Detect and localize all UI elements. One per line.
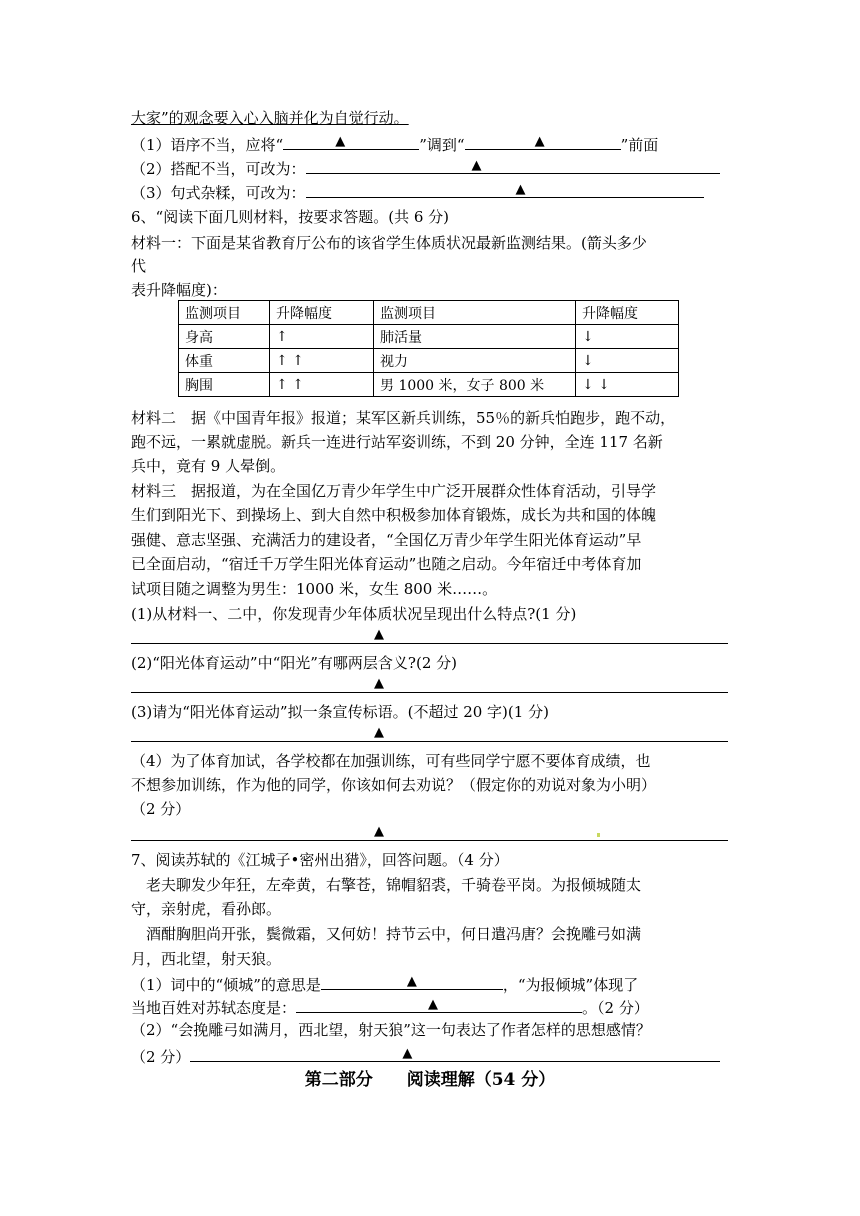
q5-sub1: （1）语序不当，应将“ ▲ ”调到“ ▲ ”前面 bbox=[131, 134, 659, 154]
q7-poem-line3: 酒酣胸胆尚开张，鬓微霜，又何妨！持节云中，何日遣冯唐？会挽雕弓如满 bbox=[131, 925, 642, 943]
q6-title: 6、“阅读下面几则材料，按要求答题。(共 6 分) bbox=[131, 208, 449, 226]
q7-sub1-line2: 当地百姓对苏轼态度是： ▲ 。（2 分） bbox=[131, 997, 649, 1017]
q5-sub3: （3）句式杂糅，可改为： ▲ bbox=[131, 181, 704, 203]
q6-material3-line5: 试项目随之调整为男生：1000 米，女生 800 米……。 bbox=[131, 580, 498, 598]
table-row bbox=[179, 349, 679, 373]
q7-title: 7、阅读苏轼的《江城子•密州出猎》，回答问题。（4 分） bbox=[131, 851, 509, 869]
q6-material3-line2: 生们到阳光下、到操场上、到大自然中积极参加体育锻炼，成长为共和国的体魄 bbox=[131, 506, 657, 524]
q6-question3: (3)请为“阳光体育运动”拟一条宣传标语。(不超过 20 字)(1 分) bbox=[131, 703, 549, 721]
table-row bbox=[179, 373, 679, 397]
table-header-cell: 监测项目 bbox=[179, 301, 270, 325]
q5-sub1-blank-2[interactable] bbox=[465, 133, 621, 150]
q7-sub2-line1: （2）“会挽雕弓如满月，西北望，射天狼”这一句表达了作者怎样的思想感情？ bbox=[131, 1021, 651, 1039]
table-row bbox=[179, 325, 679, 349]
answer-marker-icon: ▲ bbox=[335, 134, 346, 149]
q6-answer-line-3[interactable] bbox=[131, 741, 728, 742]
table-cell: 胸围 bbox=[179, 373, 270, 397]
q6-material1-line2: 代 bbox=[131, 257, 147, 275]
table-cell: 男 1000 米，女子 800 米 bbox=[374, 373, 576, 397]
q6-material2-line3: 兵中，竟有 9 人晕倒。 bbox=[131, 457, 286, 475]
q6-question4-line3: （2 分） bbox=[131, 800, 191, 818]
q6-answer-line-4[interactable] bbox=[131, 840, 728, 841]
q5-sub2-blank[interactable] bbox=[306, 157, 720, 174]
stray-dot bbox=[597, 833, 600, 837]
table-cell: ↑ bbox=[270, 325, 374, 349]
table-header-cell: 监测项目 bbox=[374, 301, 576, 325]
q6-material1-line1: 材料一：下面是某省教育厅公布的该省学生体质状况最新监测结果。(箭头多少 bbox=[131, 234, 647, 252]
q7-sub2-blank[interactable] bbox=[190, 1045, 720, 1062]
q6-material3-line1: 材料三 据报道，为在全国亿万青少年学生中广泛开展群众性体育活动，引导学 bbox=[131, 482, 657, 500]
q6-material3-line3: 强健、意志坚强、充满活力的建设者，“全国亿万青少年学生阳光体育运动”早 bbox=[131, 531, 642, 549]
table-header-cell: 升降幅度 bbox=[576, 301, 679, 325]
q7-poem-line4: 月，西北望，射天狼。 bbox=[131, 950, 282, 968]
answer-marker-icon: ▲ bbox=[534, 134, 545, 149]
table-cell: 体重 bbox=[179, 349, 270, 373]
q6-question2: (2)“阳光体育运动”中“阳光”有哪两层含义?(2 分) bbox=[131, 654, 457, 672]
table-cell: ↓ bbox=[576, 349, 679, 373]
answer-marker-icon: ▲ bbox=[471, 158, 482, 173]
answer-marker-icon: ▲ bbox=[374, 676, 384, 691]
answer-marker-icon: ▲ bbox=[374, 824, 384, 839]
q5-top-line: 大家”的观念要入心入脑并化为自觉行动。 bbox=[131, 109, 409, 127]
q5-sub1-blank-1[interactable] bbox=[283, 133, 419, 150]
q6-material3-line4: 已全面启动，“宿迁千万学生阳光体育运动”也随之启动。今年宿迁中考体育加 bbox=[131, 555, 642, 573]
table-cell: ↑ ↑ bbox=[270, 349, 374, 373]
q7-sub1-blank-1[interactable] bbox=[321, 973, 503, 990]
answer-marker-icon: ▲ bbox=[515, 182, 526, 197]
table-cell: ↓ ↓ bbox=[576, 373, 679, 397]
table-header-cell: 升降幅度 bbox=[270, 301, 374, 325]
q6-material2-line2: 跑不远，一累就虚脱。新兵一连进行站军姿训练，不到 20 分钟，全连 117 名新 bbox=[131, 433, 663, 451]
table-cell: ↓ bbox=[576, 325, 679, 349]
q7-sub1-blank-2[interactable] bbox=[296, 996, 582, 1013]
answer-marker-icon: ▲ bbox=[428, 997, 439, 1012]
part2-heading: 第二部分 阅读理解（54 分） bbox=[304, 1070, 556, 1090]
table-cell: ↑ ↑ bbox=[270, 373, 374, 397]
q7-poem-line1: 老夫聊发少年狂，左牵黄，右擎苍，锦帽貂裘，千骑卷平岗。为报倾城随太 bbox=[131, 876, 642, 894]
q6-question4-line2: 不想参加训练，作为他的同学，你该如何去劝说？（假定你的劝说对象为小明） bbox=[131, 776, 657, 794]
q6-question4-line1: （4）为了体育加试，各学校都在加强训练，可有些同学宁愿不要体育成绩，也 bbox=[131, 752, 651, 770]
q7-poem-line2: 守，亲射虎，看孙郎。 bbox=[131, 900, 282, 918]
q6-answer-line-2[interactable] bbox=[131, 692, 728, 693]
table-cell: 视力 bbox=[374, 349, 576, 373]
q6-answer-line-1[interactable] bbox=[131, 643, 728, 644]
answer-marker-icon: ▲ bbox=[374, 627, 384, 642]
q6-question1: (1)从材料一、二中，你发现青少年体质状况呈现出什么特点?(1 分) bbox=[131, 605, 577, 623]
answer-marker-icon: ▲ bbox=[406, 974, 417, 989]
answer-marker-icon: ▲ bbox=[402, 1046, 413, 1061]
table-header-row bbox=[179, 301, 679, 325]
q7-sub2-line2: （2 分） ▲ bbox=[131, 1045, 720, 1067]
table-cell: 身高 bbox=[179, 325, 270, 349]
q6-material1-line3: 表升降幅度)： bbox=[131, 281, 227, 299]
answer-marker-icon: ▲ bbox=[374, 725, 384, 740]
q5-sub3-blank[interactable] bbox=[306, 181, 704, 198]
q7-sub1-line1: （1）词中的“倾城”的意思是 ▲ ，“为报倾城”体现了 bbox=[131, 974, 639, 994]
q6-material2-line1: 材料二 据《中国青年报》报道；某军区新兵训练，55％的新兵怕跑步，跑不动， bbox=[131, 409, 676, 427]
table-cell: 肺活量 bbox=[374, 325, 576, 349]
fitness-monitoring-table bbox=[178, 300, 679, 397]
q5-sub2: （2）搭配不当，可改为： ▲ bbox=[131, 157, 720, 179]
